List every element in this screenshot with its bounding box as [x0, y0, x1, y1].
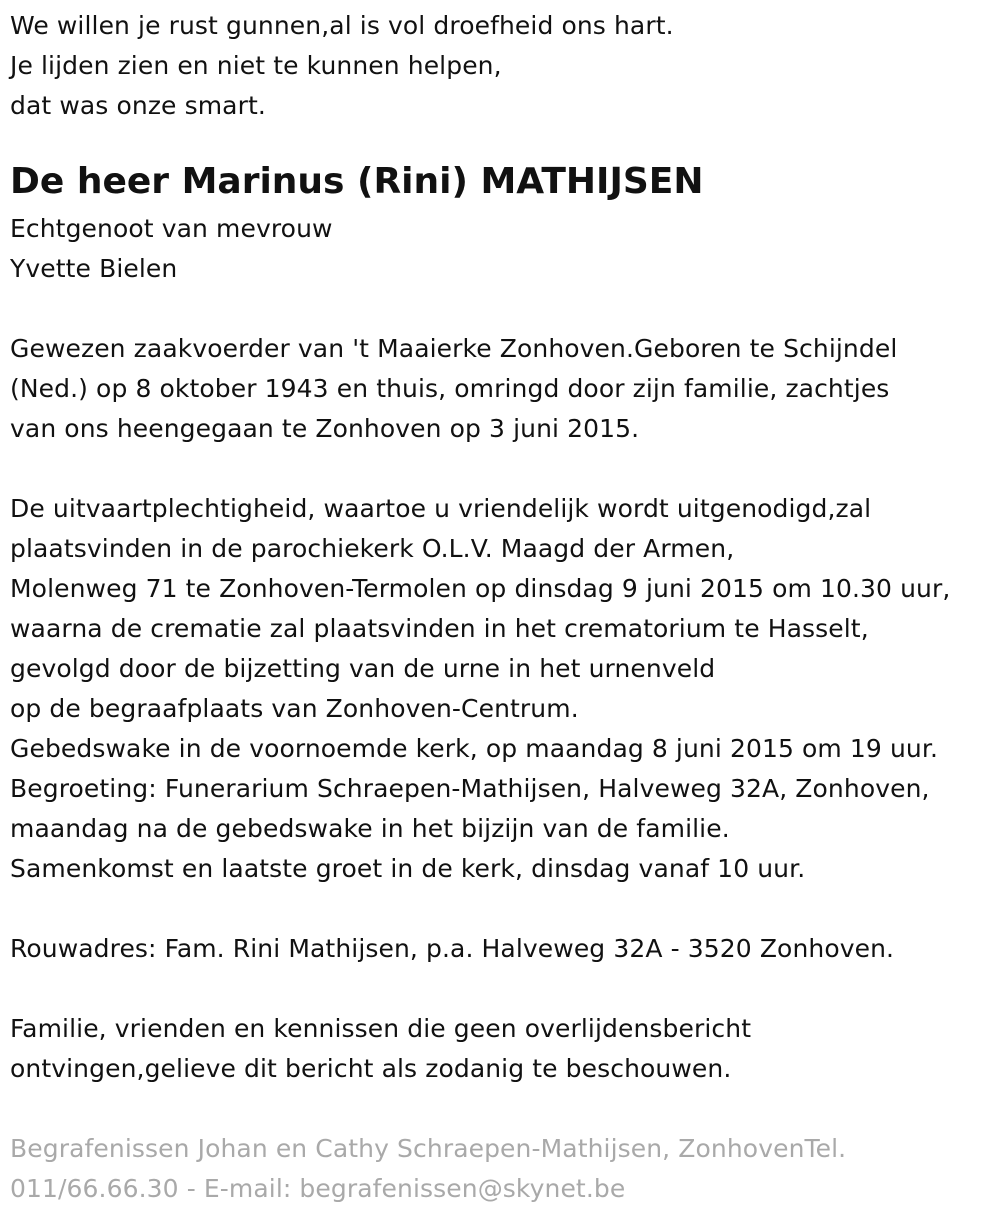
spouse-line: Echtgenoot van mevrouw — [10, 214, 333, 243]
spouse-info — [10, 209, 990, 289]
ceremony-line: De uitvaartplechtigheid, waartoe u vriendelijk wordt uitgenodigd,zal — [10, 494, 872, 523]
spacer — [10, 289, 990, 329]
spacer — [10, 969, 990, 1009]
biography — [10, 329, 990, 449]
spacer — [10, 889, 990, 929]
funeral-home-footer — [10, 1129, 990, 1209]
ceremony-line: maandag na de gebedswake in het bijzijn van de familie. — [10, 814, 730, 843]
ceremony-details — [10, 489, 990, 889]
biography-line: Gewezen zaakvoerder van 't Maaierke Zonhoven.Geboren te Schijndel — [10, 334, 898, 363]
ceremony-line: Samenkomst en laatste groet in de kerk, dinsdag vanaf 10 uur. — [10, 854, 806, 883]
ceremony-line: Begroeting: Funerarium Schraepen-Mathijsen, Halveweg 32A, Zonhoven, — [10, 774, 930, 803]
poem-line: Je lijden zien en niet te kunnen helpen, — [10, 51, 502, 80]
spacer — [10, 1089, 990, 1129]
biography-line: van ons heengegaan te Zonhoven op 3 juni 2015. — [10, 414, 640, 443]
mourning-address — [10, 929, 990, 969]
poem — [10, 6, 990, 126]
notice-line: Familie, vrienden en kennissen die geen overlijdensbericht — [10, 1014, 752, 1043]
address-line: Rouwadres: Fam. Rini Mathijsen, p.a. Halveweg 32A - 3520 Zonhoven. — [10, 934, 895, 963]
ceremony-line: waarna de crematie zal plaatsvinden in het crematorium te Hasselt, — [10, 614, 869, 643]
poem-line: dat was onze smart. — [10, 91, 266, 120]
ceremony-line: Gebedswake in de voornoemde kerk, op maandag 8 juni 2015 om 19 uur. — [10, 734, 939, 763]
ceremony-line: gevolgd door de bijzetting van de urne in het urnenveld — [10, 654, 716, 683]
poem-line: We willen je rust gunnen,al is vol droefheid ons hart. — [10, 11, 674, 40]
notice — [10, 1009, 990, 1089]
ceremony-line: plaatsvinden in de parochiekerk O.L.V. Maagd der Armen, — [10, 534, 735, 563]
deceased-name: De heer Marinus (Rini) MATHIJSEN — [10, 161, 704, 202]
footer-line: Begrafenissen Johan en Cathy Schraepen-Mathijsen, ZonhovenTel. — [10, 1134, 847, 1163]
footer-line: 011/66.66.30 - E-mail: begrafenissen@skynet.be — [10, 1174, 626, 1203]
spouse-line: Yvette Bielen — [10, 254, 178, 283]
notice-line: ontvingen,gelieve dit bericht als zodanig te beschouwen. — [10, 1054, 732, 1083]
spacer — [10, 449, 990, 489]
ceremony-line: Molenweg 71 te Zonhoven-Termolen op dinsdag 9 juni 2015 om 10.30 uur, — [10, 574, 951, 603]
ceremony-line: op de begraafplaats van Zonhoven-Centrum. — [10, 694, 579, 723]
biography-line: (Ned.) op 8 oktober 1943 en thuis, omringd door zijn familie, zachtjes — [10, 374, 890, 403]
